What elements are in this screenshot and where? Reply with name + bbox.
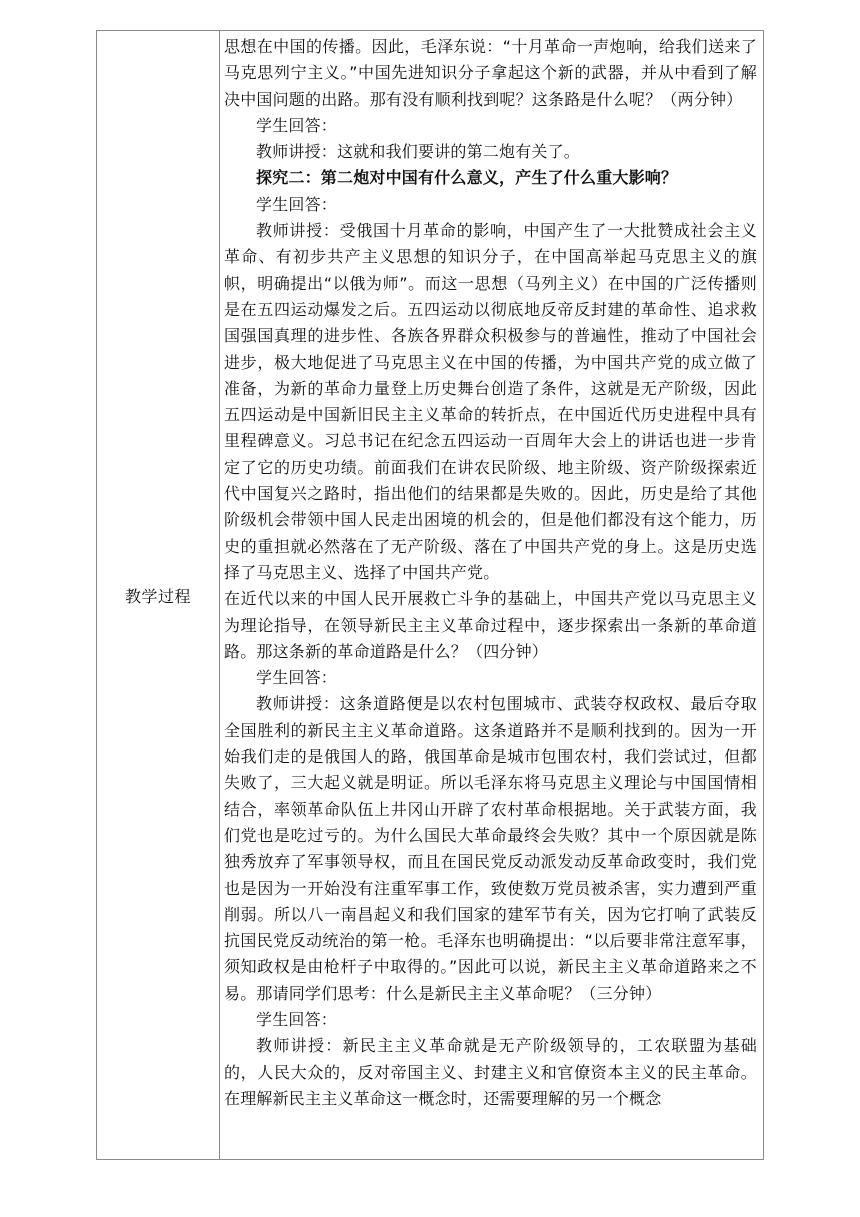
row-label-cell bbox=[97, 31, 220, 1160]
student-answer-3: 学生回答： bbox=[256, 668, 338, 688]
paragraph-revolution-path: 在近代以来的中国人民开展救亡斗争的基础上，中国共产党以马克思主义为理论指导，在领导新民主主义革命过程中，逐步探索出一条新的革命道路。那这条新的革命道路是什么？（四分钟） bbox=[224, 589, 757, 661]
content-cell bbox=[220, 31, 764, 1160]
teacher-lecture-3: 教师讲授：这条道路便是以农村包围城市、武装夺权政权、最后夺取全国胜利的新民主主义革命道路。这条道路并不是顺利找到的。因为一开始我们走的是俄国人的路，俄国革命是城市包围农村，我们尝试过，但都失败了，三大起义就是明证。所以毛泽东将马克思主义理论与中国国情相结合，率领革命队伍上井冈山开辟了农村革命根据地。关于武装方面，我们党也是吃过亏的。为什么国民大革命最终会失败？其中一个原因就是陈独秀放弃了军事领导权，而且在国民党反动派发动反革命政变时，我们党也是因为一开始没有注重军事工作，致使数万党员被杀害，实力遭到严重削弱。所以八一南昌起义和我们国家的建军节有关，因为它打响了武装反抗国民党反动统治的第一枪。毛泽东也明确提出：“以后要非常注意军事，须知政权是由枪杆子中取得的。”因此可以说，新民主主义革命道路来之不易。那请同学们思考：什么是新民主主义革命呢？（三分钟） bbox=[224, 694, 757, 1003]
student-answer-4: 学生回答： bbox=[256, 1009, 338, 1029]
row-label: 教学过程 bbox=[124, 586, 191, 606]
student-answer-2: 学生回答： bbox=[256, 194, 338, 214]
paragraph-continuation: 思想在中国的传播。因此，毛泽东说：“十月革命一声炮响，给我们送来了马克思列宁主义。”中国先进知识分子拿起这个新的武器，并从中看到了解决中国问题的出路。那有没有顺利找到呢？这条路是什么呢？（两分钟） bbox=[224, 37, 757, 109]
inquiry-two-heading: 探究二：第二炮对中国有什么意义，产生了什么重大影响？ bbox=[256, 168, 678, 188]
teacher-lecture-4: 教师讲授：新民主主义革命就是无产阶级领导的，工农联盟为基础的，人民大众的，反对帝国主义、封建主义和官僚资本主义的民主革命。在理解新民主主义革命这一概念时，还需要理解的另一个概念 bbox=[224, 1036, 757, 1108]
lesson-plan-table bbox=[96, 30, 764, 1160]
teaching-process-row bbox=[97, 31, 764, 1160]
student-answer-1: 学生回答： bbox=[256, 115, 338, 135]
lesson-content bbox=[220, 31, 763, 1112]
teacher-lecture-2: 教师讲授：受俄国十月革命的影响，中国产生了一大批赞成社会主义革命、有初步共产主义思想的知识分子，在中国高举起马克思主义的旗帜，明确提出“以俄为师”。而这一思想（马列主义）在中国的广泛传播则是在五四运动爆发之后。五四运动以彻底地反帝反封建的革命性、追求救国强国真理的进步性、各族各界群众积极参与的普遍性，推动了中国社会进步，极大地促进了马克思主义在中国的传播，为中国共产党的成立做了准备，为新的革命力量登上历史舞台创造了条件，这就是无产阶级，因此五四运动是中国新旧民主主义革命的转折点，在中国近代历史进程中具有里程碑意义。习总书记在纪念五四运动一百周年大会上的讲话也进一步肯定了它的历史功绩。前面我们在讲农民阶级、地主阶级、资产阶级探索近代中国复兴之路时，指出他们的结果都是失败的。因此，历史是给了其他阶级机会带领中国人民走出困境的机会的，但是他们都没有这个能力，历史的重担就必然落在了无产阶级、落在了中国共产党的身上。这是历史选择了马克思主义、选择了中国共产党。 bbox=[224, 221, 757, 582]
teacher-lecture-1: 教师讲授：这就和我们要讲的第二炮有关了。 bbox=[256, 142, 581, 162]
